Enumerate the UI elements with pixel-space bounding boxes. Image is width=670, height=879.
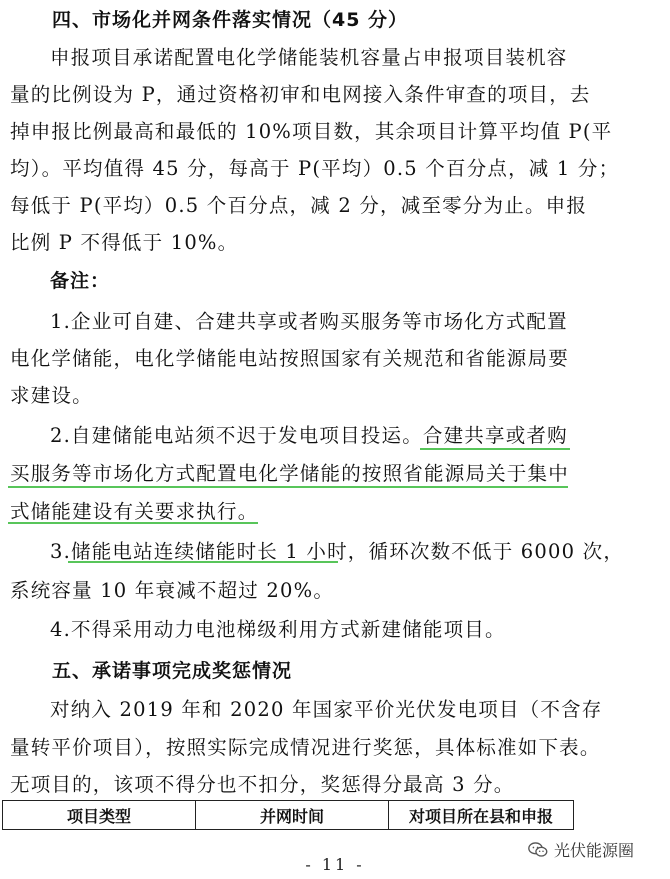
section-5-heading: 五、承诺事项完成奖惩情况	[52, 660, 293, 682]
highlight-underline	[420, 448, 570, 450]
note-line: 1.企业可自建、合建共享或者购买服务等市场化方式配置	[50, 310, 568, 333]
note-line: 4.不得采用动力电池梯级利用方式新建储能项目。	[50, 618, 506, 641]
section-4-line: 每低于 P(平均）0.5 个百分点，减 2 分，减至零分为止。申报	[10, 194, 588, 217]
section-4-line: 均）。平均值得 45 分，每高于 P(平均）0.5 个百分点，减 1 分；	[10, 157, 620, 180]
highlight-underline	[8, 486, 568, 488]
note-line: 买服务等市场化方式配置电化学储能的按照省能源局关于集中	[10, 462, 569, 485]
note-line: 求建设。	[10, 384, 93, 407]
notes-heading: 备注：	[50, 270, 111, 292]
reward-penalty-table	[2, 800, 574, 830]
note-line: 3.储能电站连续储能时长 1 小时，循环次数不低于 6000 次，	[50, 540, 625, 563]
section-4-heading: 四、市场化并网条件落实情况（45 分）	[52, 9, 409, 31]
highlight-underline	[8, 522, 258, 524]
note-line: 电化学储能，电化学储能电站按照国家有关规范和省能源局要	[10, 347, 569, 370]
section-4-line: 申报项目承诺配置电化学储能装机容量占申报项目装机容	[50, 46, 568, 69]
highlight-underline	[68, 561, 338, 563]
table-header-cell: 并网时间	[196, 801, 389, 830]
table-header-cell: 对项目所在县和申报	[389, 801, 574, 830]
section-4-line: 掉申报比例最高和最低的 10%项目数，其余项目计算平均值 P(平	[10, 120, 613, 143]
section-5-line: 量转平价项目），按照实际完成情况进行奖惩，具体标准如下表。	[10, 736, 601, 759]
note-line: 2.自建储能电站须不迟于发电项目投运。合建共享或者购	[50, 424, 568, 447]
section-4-line: 量的比例设为 P，通过资格初审和电网接入条件审查的项目，去	[10, 83, 591, 106]
table-header-row	[3, 801, 574, 830]
section-4-line: 比例 P 不得低于 10%。	[10, 231, 239, 254]
section-5-line: 对纳入 2019 年和 2020 年国家平价光伏发电项目（不含存	[50, 698, 603, 721]
note-line: 式储能建设有关要求执行。	[10, 500, 259, 523]
watermark-text: 光伏能源圈	[554, 841, 635, 860]
note-line: 系统容量 10 年衰减不超过 20%。	[10, 579, 335, 602]
table-header-cell: 项目类型	[3, 801, 196, 830]
page-number: - 11 -	[305, 855, 365, 874]
section-5-line: 无项目的，该项不得分也不扣分，奖惩得分最高 3 分。	[10, 773, 515, 796]
